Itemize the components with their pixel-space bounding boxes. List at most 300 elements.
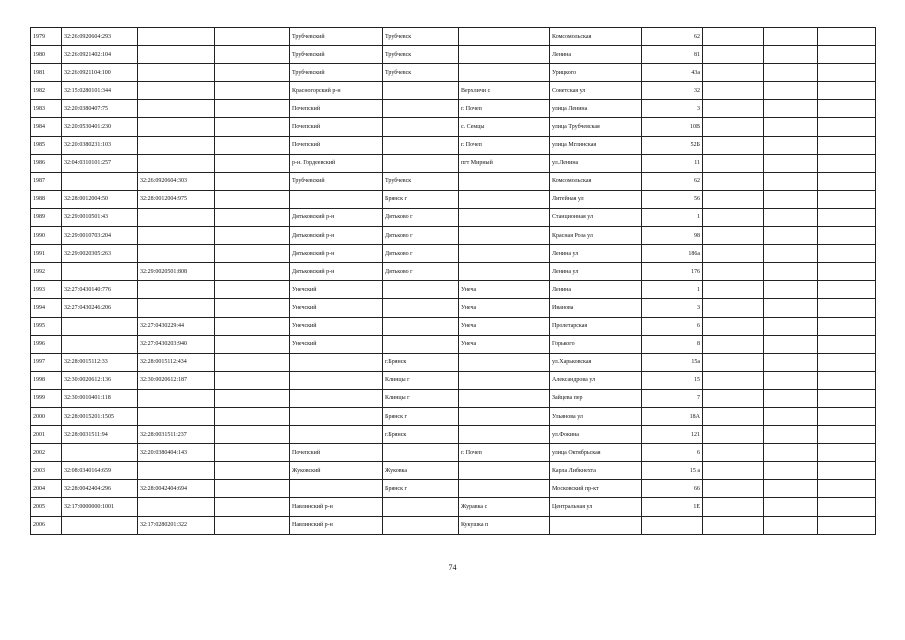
cell-extra-field-1 xyxy=(703,82,764,100)
cell-extra-field-1 xyxy=(703,154,764,172)
cell-extra-field-1 xyxy=(703,407,764,425)
cell-house-number: 10В xyxy=(642,118,703,136)
cell-record-number: 1979 xyxy=(31,28,62,46)
table-row xyxy=(31,118,876,136)
cell-house-number: 32 xyxy=(642,82,703,100)
cell-record-number: 1983 xyxy=(31,100,62,118)
cell-record-number: 1996 xyxy=(31,335,62,353)
cell-locality: Журавка с xyxy=(459,498,550,516)
cell-district xyxy=(290,190,383,208)
table-row xyxy=(31,82,876,100)
cell-city: Трубчевск xyxy=(383,28,459,46)
cell-cadastral-number xyxy=(62,444,138,462)
cell-city xyxy=(383,498,459,516)
table-row xyxy=(31,462,876,480)
cell-extra-field-1 xyxy=(703,462,764,480)
cell-cadastral-number-extra xyxy=(215,46,290,64)
cell-district: Дятьковский р-н xyxy=(290,227,383,245)
cell-locality xyxy=(459,64,550,82)
cell-district xyxy=(290,353,383,371)
cell-extra-field-2 xyxy=(764,426,818,444)
table-row xyxy=(31,353,876,371)
cell-cadastral-number: 32:29:0010703:204 xyxy=(62,227,138,245)
table-row xyxy=(31,444,876,462)
cell-house-number: 8 xyxy=(642,335,703,353)
cell-locality: с. Семцы xyxy=(459,118,550,136)
cell-cadastral-number-building xyxy=(138,136,215,154)
cell-cadastral-number: 32:26:0920604:293 xyxy=(62,28,138,46)
cell-cadastral-number-building xyxy=(138,100,215,118)
cell-cadastral-number-building xyxy=(138,154,215,172)
cell-record-number: 1988 xyxy=(31,190,62,208)
cell-street: Ленина xyxy=(550,281,642,299)
cell-extra-field-1 xyxy=(703,516,764,534)
cell-street: Ленина ул xyxy=(550,263,642,281)
cell-cadastral-number-extra xyxy=(215,444,290,462)
cell-record-number: 1986 xyxy=(31,154,62,172)
cell-district: Дятьковский р-н xyxy=(290,245,383,263)
cell-cadastral-number: 32:28:0015201:1505 xyxy=(62,407,138,425)
cell-record-number: 1985 xyxy=(31,136,62,154)
cell-extra-field-3 xyxy=(818,281,876,299)
cell-district: Трубчевский xyxy=(290,28,383,46)
cell-extra-field-2 xyxy=(764,28,818,46)
cell-locality: пгт Мирный xyxy=(459,154,550,172)
cell-locality: Унеча xyxy=(459,317,550,335)
cell-locality xyxy=(459,389,550,407)
cell-house-number: 18А xyxy=(642,407,703,425)
cell-cadastral-number xyxy=(62,317,138,335)
cell-cadastral-number: 32:29:0020305:263 xyxy=(62,245,138,263)
cell-extra-field-2 xyxy=(764,353,818,371)
cell-record-number: 1991 xyxy=(31,245,62,263)
cell-district: Трубчевский xyxy=(290,64,383,82)
cell-cadastral-number-building xyxy=(138,208,215,226)
cell-extra-field-3 xyxy=(818,407,876,425)
table-row xyxy=(31,190,876,208)
cell-house-number: 1Е xyxy=(642,498,703,516)
cell-extra-field-3 xyxy=(818,136,876,154)
cell-extra-field-3 xyxy=(818,263,876,281)
cell-extra-field-2 xyxy=(764,462,818,480)
cell-cadastral-number-building: 32:20:0380404:143 xyxy=(138,444,215,462)
cell-cadastral-number-building: 32:28:0031511:237 xyxy=(138,426,215,444)
cell-house-number: 1 xyxy=(642,281,703,299)
cell-cadastral-number-building xyxy=(138,64,215,82)
cell-city xyxy=(383,136,459,154)
cell-extra-field-2 xyxy=(764,82,818,100)
cell-extra-field-1 xyxy=(703,64,764,82)
cell-extra-field-1 xyxy=(703,335,764,353)
cell-district: р-н. Гордеевский xyxy=(290,154,383,172)
cell-cadastral-number-extra xyxy=(215,462,290,480)
cell-district: Унечский xyxy=(290,335,383,353)
cell-cadastral-number: 32:20:0380231:103 xyxy=(62,136,138,154)
cell-record-number: 1990 xyxy=(31,227,62,245)
cell-record-number: 1995 xyxy=(31,317,62,335)
cell-street: Комсомольская xyxy=(550,28,642,46)
cell-cadastral-number xyxy=(62,263,138,281)
cell-extra-field-2 xyxy=(764,64,818,82)
cell-cadastral-number-extra xyxy=(215,190,290,208)
cell-cadastral-number xyxy=(62,516,138,534)
cell-house-number xyxy=(642,516,703,534)
cell-record-number: 1998 xyxy=(31,371,62,389)
cell-extra-field-3 xyxy=(818,118,876,136)
cell-house-number: 15а xyxy=(642,353,703,371)
cell-cadastral-number-building: 32:29:0020501:808 xyxy=(138,263,215,281)
cell-record-number: 1992 xyxy=(31,263,62,281)
cell-district: Жуковский xyxy=(290,462,383,480)
cell-district: Унечский xyxy=(290,281,383,299)
cell-cadastral-number-extra xyxy=(215,154,290,172)
cell-extra-field-3 xyxy=(818,208,876,226)
cell-district: Дятьковский р-н xyxy=(290,263,383,281)
cell-district: Дятьковский р-н xyxy=(290,208,383,226)
cell-extra-field-2 xyxy=(764,516,818,534)
cell-city xyxy=(383,335,459,353)
table-row xyxy=(31,172,876,190)
cell-cadastral-number-building xyxy=(138,299,215,317)
cell-extra-field-2 xyxy=(764,227,818,245)
cell-district xyxy=(290,480,383,498)
cell-record-number: 1980 xyxy=(31,46,62,64)
cell-city xyxy=(383,82,459,100)
cell-street: Пролетарская xyxy=(550,317,642,335)
table-row xyxy=(31,281,876,299)
cell-cadastral-number-building xyxy=(138,407,215,425)
table-row xyxy=(31,335,876,353)
cell-city: Жуковка xyxy=(383,462,459,480)
cell-extra-field-3 xyxy=(818,227,876,245)
cell-cadastral-number-building: 32:26:0920604:303 xyxy=(138,172,215,190)
cell-house-number: 52Б xyxy=(642,136,703,154)
cell-extra-field-3 xyxy=(818,335,876,353)
cell-cadastral-number: 32:20:0380407:75 xyxy=(62,100,138,118)
cell-city: Трубчевск xyxy=(383,46,459,64)
cell-house-number: 176 xyxy=(642,263,703,281)
cell-district: Унечский xyxy=(290,299,383,317)
cell-cadastral-number-building: 32:28:0015112:434 xyxy=(138,353,215,371)
cell-extra-field-1 xyxy=(703,353,764,371)
cell-cadastral-number-building: 32:27:0430229:44 xyxy=(138,317,215,335)
cell-city xyxy=(383,516,459,534)
cell-city xyxy=(383,317,459,335)
cell-extra-field-3 xyxy=(818,498,876,516)
register-table-body xyxy=(31,28,876,535)
cell-locality xyxy=(459,480,550,498)
cell-cadastral-number-extra xyxy=(215,100,290,118)
cell-extra-field-3 xyxy=(818,100,876,118)
cell-cadastral-number: 32:04:0310101:257 xyxy=(62,154,138,172)
cell-record-number: 2006 xyxy=(31,516,62,534)
cell-extra-field-3 xyxy=(818,172,876,190)
cell-cadastral-number-building xyxy=(138,281,215,299)
cell-record-number: 2001 xyxy=(31,426,62,444)
cell-extra-field-2 xyxy=(764,407,818,425)
cell-cadastral-number-building xyxy=(138,118,215,136)
cell-locality xyxy=(459,172,550,190)
cell-cadastral-number: 32:08:0340164:659 xyxy=(62,462,138,480)
page-number: 74 xyxy=(448,563,457,572)
cell-cadastral-number-extra xyxy=(215,245,290,263)
cell-district: Почепский xyxy=(290,444,383,462)
cell-record-number: 1987 xyxy=(31,172,62,190)
cell-cadastral-number-extra xyxy=(215,335,290,353)
cell-street: Карла Либкнехта xyxy=(550,462,642,480)
cell-street: улица Мглинская xyxy=(550,136,642,154)
cell-house-number: 81 xyxy=(642,46,703,64)
cell-district xyxy=(290,426,383,444)
cell-extra-field-2 xyxy=(764,299,818,317)
cell-locality: Унеча xyxy=(459,335,550,353)
register-table xyxy=(30,27,876,535)
table-row xyxy=(31,154,876,172)
cell-extra-field-1 xyxy=(703,299,764,317)
cell-cadastral-number-building: 32:27:0430203:940 xyxy=(138,335,215,353)
cell-district: Трубчевский xyxy=(290,172,383,190)
cell-city: Трубчевск xyxy=(383,64,459,82)
cell-cadastral-number-extra xyxy=(215,118,290,136)
cell-locality xyxy=(459,462,550,480)
cell-house-number: 186а xyxy=(642,245,703,263)
table-row xyxy=(31,263,876,281)
cell-cadastral-number: 32:29:0010501:43 xyxy=(62,208,138,226)
cell-cadastral-number: 32:15:0280101:344 xyxy=(62,82,138,100)
cell-street: Иванова xyxy=(550,299,642,317)
table-row xyxy=(31,136,876,154)
cell-house-number: 3 xyxy=(642,100,703,118)
cell-cadastral-number: 32:26:0921402:104 xyxy=(62,46,138,64)
cell-extra-field-2 xyxy=(764,136,818,154)
cell-cadastral-number-extra xyxy=(215,498,290,516)
cell-house-number: 62 xyxy=(642,28,703,46)
cell-extra-field-2 xyxy=(764,498,818,516)
cell-city: Клинцы г xyxy=(383,389,459,407)
cell-street: улица Ленина xyxy=(550,100,642,118)
cell-extra-field-2 xyxy=(764,46,818,64)
cell-cadastral-number-building xyxy=(138,498,215,516)
cell-cadastral-number: 32:20:0530401:230 xyxy=(62,118,138,136)
cell-city: Дятьково г xyxy=(383,227,459,245)
cell-city: Брянск г xyxy=(383,190,459,208)
cell-city: Брянск г xyxy=(383,407,459,425)
cell-house-number: 6 xyxy=(642,444,703,462)
cell-cadastral-number-extra xyxy=(215,516,290,534)
cell-cadastral-number-extra xyxy=(215,82,290,100)
cell-cadastral-number: 32:17:0000000:1001 xyxy=(62,498,138,516)
cell-extra-field-2 xyxy=(764,118,818,136)
table-row xyxy=(31,245,876,263)
cell-locality xyxy=(459,190,550,208)
cell-street: Станционная ул xyxy=(550,208,642,226)
cell-extra-field-3 xyxy=(818,28,876,46)
cell-locality xyxy=(459,263,550,281)
cell-house-number: 56 xyxy=(642,190,703,208)
cell-house-number: 7 xyxy=(642,389,703,407)
cell-extra-field-3 xyxy=(818,516,876,534)
cell-street: Советская ул xyxy=(550,82,642,100)
cell-street: Ленина xyxy=(550,46,642,64)
table-row xyxy=(31,100,876,118)
cell-district: Почепский xyxy=(290,118,383,136)
table-row xyxy=(31,64,876,82)
cell-cadastral-number-building xyxy=(138,46,215,64)
cell-extra-field-1 xyxy=(703,317,764,335)
cell-district: Навлинский р-н xyxy=(290,516,383,534)
cell-extra-field-1 xyxy=(703,371,764,389)
cell-cadastral-number: 32:30:0010401:118 xyxy=(62,389,138,407)
cell-cadastral-number-extra xyxy=(215,426,290,444)
cell-extra-field-3 xyxy=(818,317,876,335)
cell-locality: г. Почеп xyxy=(459,444,550,462)
cell-cadastral-number: 32:28:0031511:94 xyxy=(62,426,138,444)
cell-record-number: 2004 xyxy=(31,480,62,498)
cell-city: Дятьково г xyxy=(383,245,459,263)
cell-locality: Унеча xyxy=(459,281,550,299)
cell-record-number: 1982 xyxy=(31,82,62,100)
cell-district xyxy=(290,389,383,407)
cell-extra-field-3 xyxy=(818,444,876,462)
cell-street: Литейная ул xyxy=(550,190,642,208)
cell-cadastral-number-extra xyxy=(215,28,290,46)
cell-record-number: 2000 xyxy=(31,407,62,425)
cell-record-number: 1994 xyxy=(31,299,62,317)
cell-extra-field-1 xyxy=(703,444,764,462)
cell-extra-field-3 xyxy=(818,353,876,371)
cell-cadastral-number-extra xyxy=(215,263,290,281)
table-row xyxy=(31,389,876,407)
cell-street: ул.Харьковская xyxy=(550,353,642,371)
cell-extra-field-1 xyxy=(703,498,764,516)
cell-extra-field-1 xyxy=(703,263,764,281)
cell-street: улица Трубчевская xyxy=(550,118,642,136)
cell-cadastral-number-building: 32:28:0012004:975 xyxy=(138,190,215,208)
cell-street: Комсомольская xyxy=(550,172,642,190)
cell-cadastral-number-building: 32:17:0280201:322 xyxy=(138,516,215,534)
cell-locality: Унеча xyxy=(459,299,550,317)
cell-city xyxy=(383,154,459,172)
cell-cadastral-number-building: 32:28:0042404:694 xyxy=(138,480,215,498)
cell-locality xyxy=(459,371,550,389)
cell-extra-field-2 xyxy=(764,100,818,118)
cell-extra-field-3 xyxy=(818,46,876,64)
cell-house-number: 43а xyxy=(642,64,703,82)
cell-cadastral-number-extra xyxy=(215,389,290,407)
cell-extra-field-1 xyxy=(703,28,764,46)
cell-extra-field-3 xyxy=(818,154,876,172)
cell-locality xyxy=(459,407,550,425)
cell-house-number: 62 xyxy=(642,172,703,190)
cell-city: Брянск г xyxy=(383,480,459,498)
cell-cadastral-number-building xyxy=(138,28,215,46)
table-row xyxy=(31,407,876,425)
cell-extra-field-1 xyxy=(703,480,764,498)
table-row xyxy=(31,317,876,335)
cell-district: Почепский xyxy=(290,136,383,154)
cell-locality xyxy=(459,245,550,263)
cell-extra-field-1 xyxy=(703,426,764,444)
cell-extra-field-3 xyxy=(818,64,876,82)
cell-district: Трубчевский xyxy=(290,46,383,64)
cell-house-number: 6 xyxy=(642,317,703,335)
cell-cadastral-number: 32:28:0015112:33 xyxy=(62,353,138,371)
cell-street: Зайцева пер xyxy=(550,389,642,407)
cell-cadastral-number-extra xyxy=(215,317,290,335)
cell-extra-field-2 xyxy=(764,172,818,190)
cell-city xyxy=(383,100,459,118)
cell-house-number: 3 xyxy=(642,299,703,317)
cell-cadastral-number-building xyxy=(138,389,215,407)
cell-street: Александрова ул xyxy=(550,371,642,389)
cell-cadastral-number-extra xyxy=(215,281,290,299)
table-row xyxy=(31,516,876,534)
cell-street: Московский пр-кт xyxy=(550,480,642,498)
cell-cadastral-number-extra xyxy=(215,353,290,371)
cell-record-number: 1984 xyxy=(31,118,62,136)
table-row xyxy=(31,227,876,245)
cell-extra-field-2 xyxy=(764,371,818,389)
cell-extra-field-3 xyxy=(818,299,876,317)
cell-street xyxy=(550,516,642,534)
cell-locality: г. Почеп xyxy=(459,136,550,154)
cell-extra-field-2 xyxy=(764,154,818,172)
cell-extra-field-2 xyxy=(764,480,818,498)
cell-district: Навлинский р-н xyxy=(290,498,383,516)
table-row xyxy=(31,371,876,389)
cell-cadastral-number-building xyxy=(138,82,215,100)
cell-extra-field-2 xyxy=(764,263,818,281)
cell-extra-field-2 xyxy=(764,335,818,353)
cell-extra-field-2 xyxy=(764,389,818,407)
cell-district xyxy=(290,371,383,389)
cell-cadastral-number xyxy=(62,172,138,190)
cell-record-number: 1981 xyxy=(31,64,62,82)
table-row xyxy=(31,208,876,226)
cell-extra-field-2 xyxy=(764,208,818,226)
cell-extra-field-3 xyxy=(818,462,876,480)
cell-street: Центральная ул xyxy=(550,498,642,516)
table-row xyxy=(31,498,876,516)
cell-street: улица Октябрьская xyxy=(550,444,642,462)
cell-extra-field-2 xyxy=(764,444,818,462)
cell-district: Почепский xyxy=(290,100,383,118)
cell-cadastral-number-extra xyxy=(215,208,290,226)
cell-district: Унечский xyxy=(290,317,383,335)
cell-house-number: 11 xyxy=(642,154,703,172)
cell-extra-field-2 xyxy=(764,190,818,208)
cell-city: г.Брянск xyxy=(383,353,459,371)
cell-locality xyxy=(459,426,550,444)
cell-extra-field-2 xyxy=(764,245,818,263)
cell-extra-field-3 xyxy=(818,245,876,263)
cell-street: Урицкого xyxy=(550,64,642,82)
cell-house-number: 121 xyxy=(642,426,703,444)
cell-locality xyxy=(459,208,550,226)
cell-record-number: 1999 xyxy=(31,389,62,407)
cell-district: Красногорский р-н xyxy=(290,82,383,100)
cell-cadastral-number-extra xyxy=(215,407,290,425)
cell-extra-field-3 xyxy=(818,389,876,407)
cell-street: ул.Ленина xyxy=(550,154,642,172)
cell-extra-field-3 xyxy=(818,426,876,444)
cell-cadastral-number-extra xyxy=(215,172,290,190)
cell-cadastral-number-extra xyxy=(215,136,290,154)
table-row xyxy=(31,426,876,444)
cell-house-number: 98 xyxy=(642,227,703,245)
cell-cadastral-number-extra xyxy=(215,371,290,389)
cell-house-number: 15 а xyxy=(642,462,703,480)
